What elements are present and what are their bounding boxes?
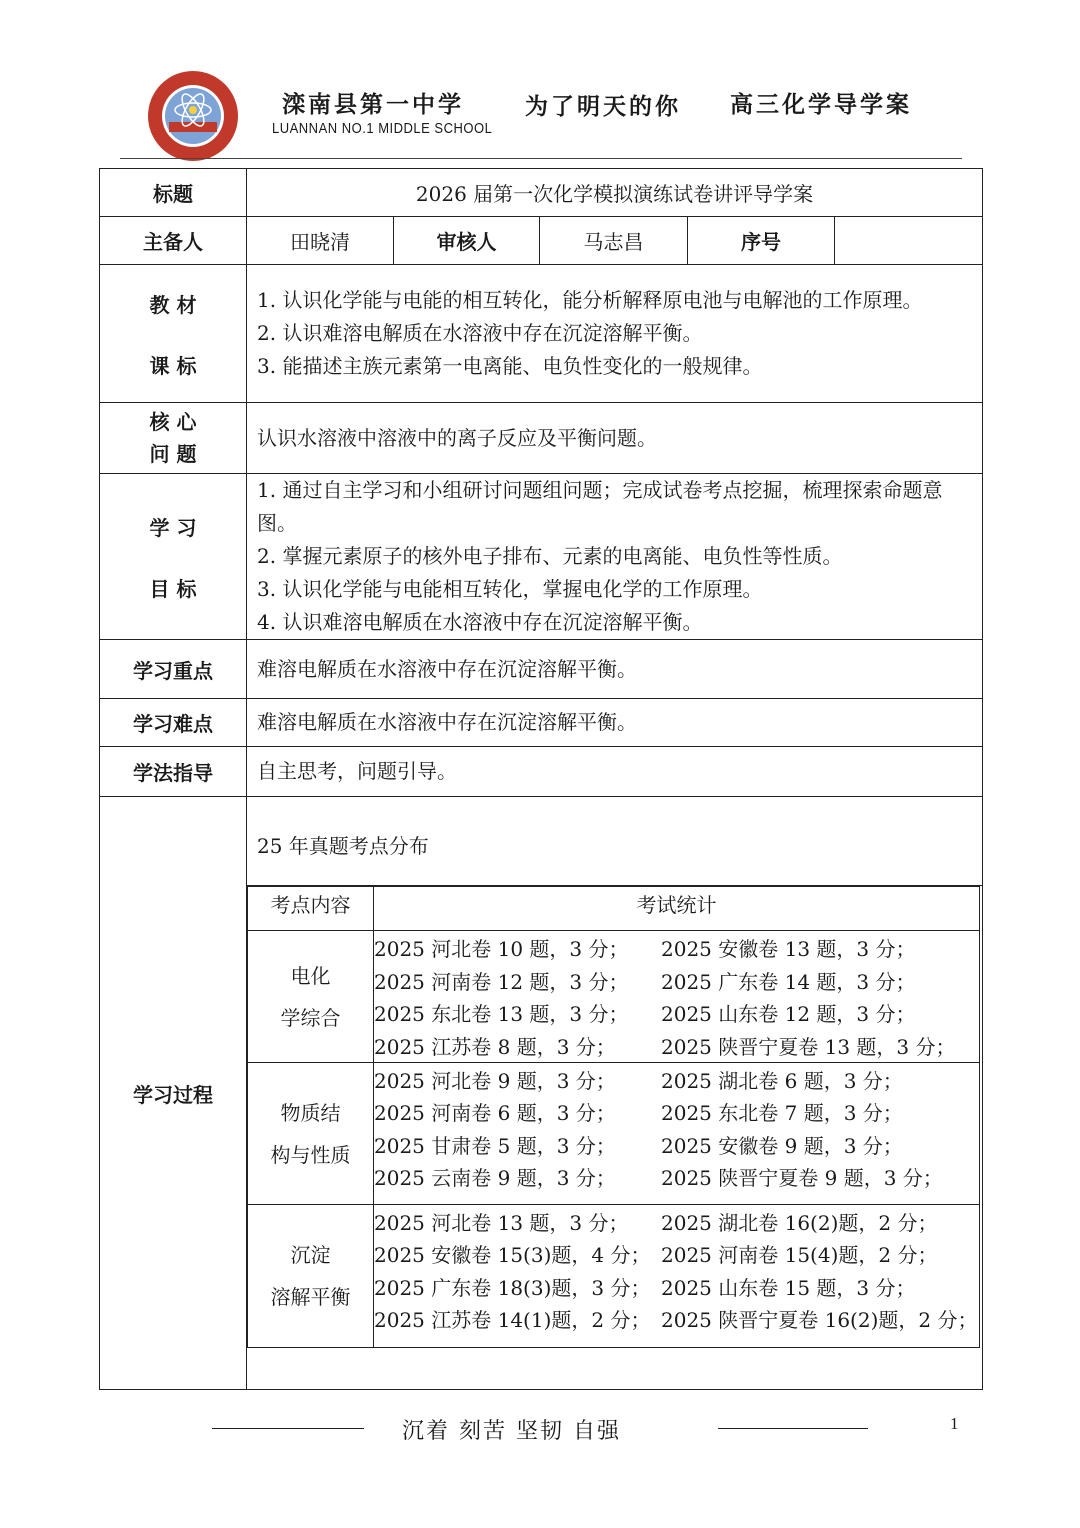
goals-label-1: 学 习 [149,515,197,540]
school-name-en: LUANNAN NO.1 MIDDLE SCHOOL [272,119,493,137]
stat-entry: 2025 山东卷 12 题，3 分； [661,1002,916,1027]
school-name: 滦南县第一中学 [282,92,464,118]
preparer-name: 田晓清 [247,217,394,265]
stats-line [374,964,979,997]
method-text: 自主思考，问题引导。 [247,747,983,797]
topic-line: 学综合 [280,1005,341,1030]
stat-entry: 2025 江苏卷 14(1)题，2 分； [374,1308,651,1333]
stat-entry: 2025 安徽卷 13 题，3 分； [661,937,916,962]
topic-line: 沉淀 [290,1243,331,1267]
goals-row [100,474,983,640]
topic-line: 构与性质 [270,1142,351,1167]
stats-line [374,932,979,965]
stats-line [374,1096,979,1129]
stats-header-row [248,887,980,931]
stats-precipitation [374,1205,980,1348]
title-row [100,169,983,217]
stats-line [374,1063,979,1096]
preparer-label: 主备人 [100,217,247,265]
curriculum-item: 2. 认识难溶电解质在水溶液中存在沉淀溶解平衡。 [257,321,703,345]
key-point-row [100,640,983,699]
difficulty-label: 学习难点 [100,699,247,747]
reviewer-name: 马志昌 [540,217,688,265]
goal-item: 1. 通过自主学习和小组研讨问题组问题；完成试卷考点挖掘，梳理探索命题意图。 [257,478,943,535]
method-label: 学法指导 [100,747,247,797]
stat-entry: 2025 广东卷 18(3)题，3 分； [374,1275,651,1300]
curriculum-item: 1. 认识化学能与电能的相互转化，能分析解释原电池与电解池的工作原理。 [257,288,923,312]
process-intro: 25 年真题考点分布 [247,797,982,886]
curriculum-label [100,265,247,403]
stats-line [374,1029,979,1062]
process-label: 学习过程 [100,797,247,1390]
stat-entry: 2025 甘肃卷 5 题，3 分； [374,1133,616,1158]
stat-entry: 2025 陕晋宁夏卷 9 题，3 分； [661,1166,943,1191]
core-row [100,403,983,474]
stat-entry: 2025 河南卷 15(4)题，2 分； [661,1243,938,1268]
topic-electrochemistry [248,931,374,1063]
stat-entry: 2025 河北卷 10 题，3 分； [374,937,629,962]
topic-line: 溶解平衡 [270,1285,351,1309]
stat-entry: 2025 河南卷 6 题，3 分； [374,1101,616,1126]
goal-item: 3. 认识化学能与电能相互转化，掌握电化学的工作原理。 [257,577,763,601]
goals-text [247,474,983,640]
subject-title: 高三化学导学案 [730,92,912,118]
stat-entry: 2025 山东卷 15 题，3 分； [661,1275,916,1300]
stats-line [374,1270,979,1303]
stat-entry: 2025 陕晋宁夏卷 16(2)题，2 分； [661,1308,978,1333]
curriculum-text [247,265,983,403]
stats-group-row [248,1063,980,1205]
stats-structure [374,1063,980,1205]
stat-entry: 2025 湖北卷 16(2)题，2 分； [661,1210,938,1235]
stats-line [374,997,979,1030]
stat-entry: 2025 河北卷 9 题，3 分； [374,1068,616,1093]
process-row [100,797,983,1390]
goal-item: 4. 认识难溶电解质在水溶液中存在沉淀溶解平衡。 [257,610,703,634]
stats-group-row [248,1205,980,1348]
reviewer-label: 审核人 [394,217,540,265]
curriculum-item: 3. 能描述主族元素第一电离能、电负性变化的一般规律。 [257,354,763,378]
stat-entry: 2025 东北卷 7 题，3 分； [661,1101,903,1126]
stat-entry: 2025 河南卷 12 题，3 分； [374,969,629,994]
school-logo [147,70,239,162]
curriculum-row [100,265,983,403]
stat-entry: 2025 云南卷 9 题，3 分； [374,1166,616,1191]
stats-line [374,1238,979,1271]
goals-label [100,474,247,640]
stat-entry: 2025 安徽卷 9 题，3 分； [661,1133,903,1158]
difficulty-row [100,699,983,747]
stat-entry: 2025 湖北卷 6 题，3 分； [661,1068,903,1093]
stat-entry: 2025 东北卷 13 题，3 分； [374,1002,629,1027]
slogan: 为了明天的你 [525,94,681,120]
goal-item: 2. 掌握元素原子的核外电子排布、元素的电离能、电负性等性质。 [257,544,843,568]
stats-group-row [248,931,980,1063]
header-rule [120,158,962,159]
core-label-2: 问 题 [149,442,197,466]
core-label-1: 核 心 [149,410,197,434]
difficulty-text: 难溶电解质在水溶液中存在沉淀溶解平衡。 [247,699,983,747]
key-point-label: 学习重点 [100,640,247,699]
staff-row [100,217,983,265]
curriculum-label-2: 课 标 [149,353,197,378]
footer-motto: 沉着 刻苦 坚韧 自强 [402,1419,621,1444]
key-point-text: 难溶电解质在水溶液中存在沉淀溶解平衡。 [247,640,983,699]
stat-entry: 2025 安徽卷 15(3)题，4 分； [374,1243,651,1268]
stats-line [374,1303,979,1336]
stats-electrochemistry [374,931,980,1063]
goals-label-2: 目 标 [149,576,197,601]
serial-value [835,217,983,265]
curriculum-label-1: 教 材 [149,292,197,317]
col-topic-header: 考点内容 [248,887,374,931]
footer-line-left [212,1428,364,1429]
process-content [247,797,983,1390]
stat-entry: 2025 江苏卷 8 题，3 分； [374,1034,616,1059]
stat-entry: 2025 河北卷 13 题，3 分； [374,1210,629,1235]
stat-entry: 2025 陕晋宁夏卷 13 题，3 分； [661,1034,956,1059]
lesson-table [99,168,983,1390]
footer-line-right [718,1428,868,1429]
stats-line [374,1161,979,1194]
serial-label: 序号 [688,217,835,265]
page-number: 1 [950,1414,959,1433]
stat-entry: 2025 广东卷 14 题，3 分； [661,969,916,994]
col-stats-header: 考试统计 [374,887,980,931]
topic-precipitation [248,1205,374,1348]
topic-line: 电化 [290,963,331,988]
title-label: 标题 [100,169,247,217]
core-label [100,403,247,474]
exam-stats-table [247,886,980,1348]
topic-line: 物质结 [280,1100,341,1125]
stats-line [374,1128,979,1161]
core-text: 认识水溶液中溶液中的离子反应及平衡问题。 [247,403,983,474]
topic-structure [248,1063,374,1205]
document-title: 2026 届第一次化学模拟演练试卷讲评导学案 [247,169,983,217]
method-row [100,747,983,797]
stats-line [374,1205,979,1238]
